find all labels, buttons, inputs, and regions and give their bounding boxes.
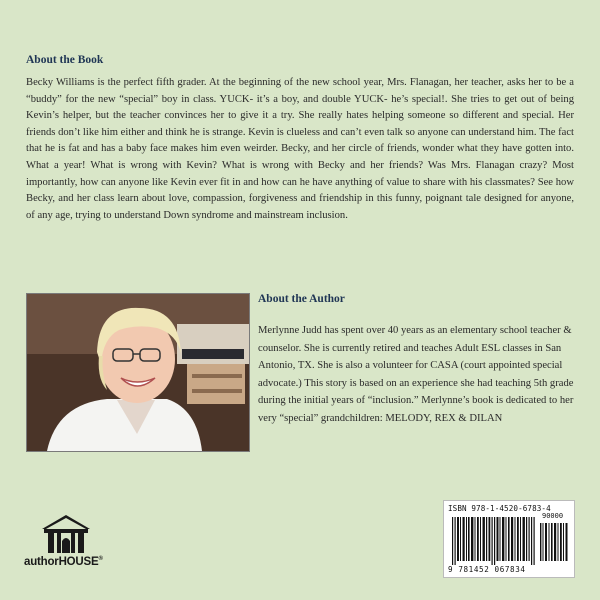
about-book-text: Becky Williams is the perfect fifth grader. At the beginning of the new school year, Mrs. Flanagan, her teacher, asks her to be a “buddy” for the new “special” boy in class. YUCK- it’s a boy, and double YUCK- he’s special!. She tries to get out of being Kevin’s helper, but the teacher convinces her to give it a try. She really hates helping someone so different and special. Her friends don’t like him either and think he is strange. Kevin is clueless and can’t even talk so anyone can understand him. The fact that he is fat and has a baby face makes him even weirder. Becky, and her circle of friends, wonder what they have gotten into. What a year! What is wrong with Kevin? What is wrong with Becky and her friends? Was Mrs. Flanagan crazy? Most importantly, how can anyone like Kevin ever fit in and how can he have anything of value to share with his classmates? See how Becky, and her class learn about love, compassion, forgiveness and friendship in this funny, poignant tale designed for anyone, of any age, trying to understand Down syndrome and mainstream inclusion.	[26, 77, 574, 221]
barcode-bars	[450, 513, 570, 565]
about-book-heading: About the Book	[26, 54, 104, 66]
about-author-heading: About the Author	[258, 293, 345, 305]
house-logo-icon	[40, 513, 92, 555]
barcode-digits: 9 781452 067834	[448, 565, 526, 574]
isbn-barcode	[443, 500, 575, 578]
publisher-name: authorHOUSE®	[24, 556, 103, 568]
barcode-addon: 90000	[542, 512, 564, 520]
author-photo	[26, 293, 250, 452]
about-author-text: Merlynne Judd has spent over 40 years as an elementary school teacher & counselor. She is currently retired and teaches Adult ESL classes in San Antonio, TX. She is also a volunteer for CASA (court appointed special advocate.) This story is based on an experience she had teaching 5th grade during the initial years of “inclusion.” Merlynne’s book is dedicated to her very “special” grandchildren: MELODY, REX & DILAN	[258, 325, 574, 424]
isbn-label: ISBN 978-1-4520-6783-4	[448, 504, 551, 513]
publisher-logo	[40, 513, 92, 560]
